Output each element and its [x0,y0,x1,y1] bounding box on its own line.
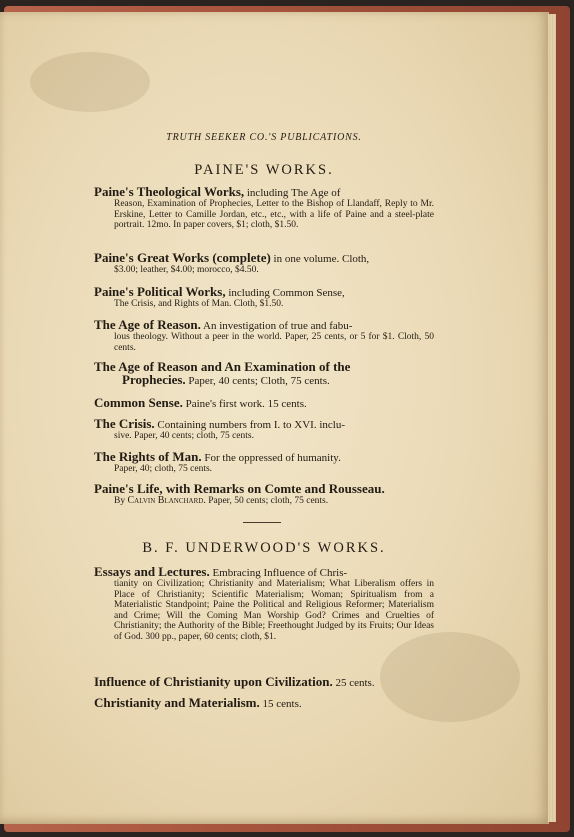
section-divider [243,522,281,523]
entry-title-continued: Prophecies. [122,372,186,387]
entry-paines-life [94,483,434,507]
entry-title: The Age of Reason. [94,317,201,332]
page-edges [548,14,556,822]
entry-title: Paine's Great Works (complete) [94,250,271,265]
entry-details: lous theology. Without a peer in the world. Paper, 25 cents, or 5 for $1. Cloth, 50 cents. [114,332,434,353]
entry-description: in one volume. Cloth, [273,253,370,265]
entry-age-of-reason [94,319,434,353]
entry-description: Paper, 50 cents; cloth, 75 cents. [208,496,329,506]
entry-title: Paine's Life, with Remarks on Comte and Rousseau. [94,481,385,496]
entry-rights-of-man [94,451,434,475]
entry-description: An investigation of true and fabu- [203,320,353,332]
entry-paine-theological-works [94,186,434,231]
entry-title: Paine's Theological Works, [94,184,245,199]
entry-details: Reason, Examination of Prophecies, Letter to the Bishop of Llandaff, Reply to Mr. Erskine, Letter to Camille Jordan, etc., etc., with a life of Paine and a steel-plate portrait. 12mo. In paper covers, $1; cloth, $1.50. [114,199,434,230]
entry-influence-of-christianity [94,676,434,689]
entry-essays-and-lectures [94,566,434,642]
entry-description: For the oppressed of humanity. [204,452,341,464]
entry-description: Containing numbers from I. to XVI. inclu- [157,419,346,431]
entry-paine-great-works [94,252,434,276]
section-heading-underwood: B. F. UNDERWOOD'S WORKS. [142,540,386,556]
entry-age-of-reason-prophecies [94,361,434,387]
entry-description: including The Age of [246,187,341,199]
entry-description: 15 cents. [262,698,302,710]
page-stain [30,52,150,112]
entry-description: 25 cents. [335,677,375,689]
entry-title: Influence of Christianity upon Civilization. [94,674,333,689]
running-head: TRUTH SEEKER CO.'S PUBLICATIONS. [166,132,362,143]
entry-details: sive. Paper, 40 cents; cloth, 75 cents. [114,431,254,441]
entry-title: The Age of Reason and An Examination of the [94,359,351,374]
entry-description: Paine's first work. 15 cents. [185,398,307,410]
entry-description: including Common Sense, [228,287,345,299]
entry-author: Calvin Blanchard. [127,495,206,506]
entry-title: Common Sense. [94,395,183,410]
entry-title: Essays and Lectures. [94,564,210,579]
entry-by: By [114,496,126,506]
entry-common-sense [94,397,434,410]
entry-details: tianity on Civilization; Christianity and Materialism; What Liberalism offers in Place of Christianity; Scientific Materialism; Woman; Spiritualism from a Materialistic Standpoint; Paine the Political and Religious Reformer; Materialism and Crime; Will the Coming Man Worship God? Crimes and Cruelties of Christianity; the Authority of the Bible; Freethought Judged by its Fruits; Our Ideas of God. 300 pp., paper, 60 cents; cloth, $1. [114,579,434,642]
entry-title: The Rights of Man. [94,449,202,464]
entry-title: The Crisis. [94,416,155,431]
entry-title: Christianity and Materialism. [94,695,260,710]
entry-christianity-and-materialism [94,697,434,710]
entry-details: $3.00; leather, $4.00; morocco, $4.50. [114,265,259,275]
entry-title: Paine's Political Works, [94,284,226,299]
entry-description: Paper, 40 cents; Cloth, 75 cents. [188,375,330,387]
entry-details: Paper, 40; cloth, 75 cents. [114,464,213,474]
entry-paine-political-works [94,286,434,310]
entry-the-crisis [94,418,434,442]
entry-description: Embracing Influence of Chris- [212,567,348,579]
entry-details: The Crisis, and Rights of Man. Cloth, $1.50. [114,299,284,309]
section-heading-paine: PAINE'S WORKS. [194,162,334,178]
